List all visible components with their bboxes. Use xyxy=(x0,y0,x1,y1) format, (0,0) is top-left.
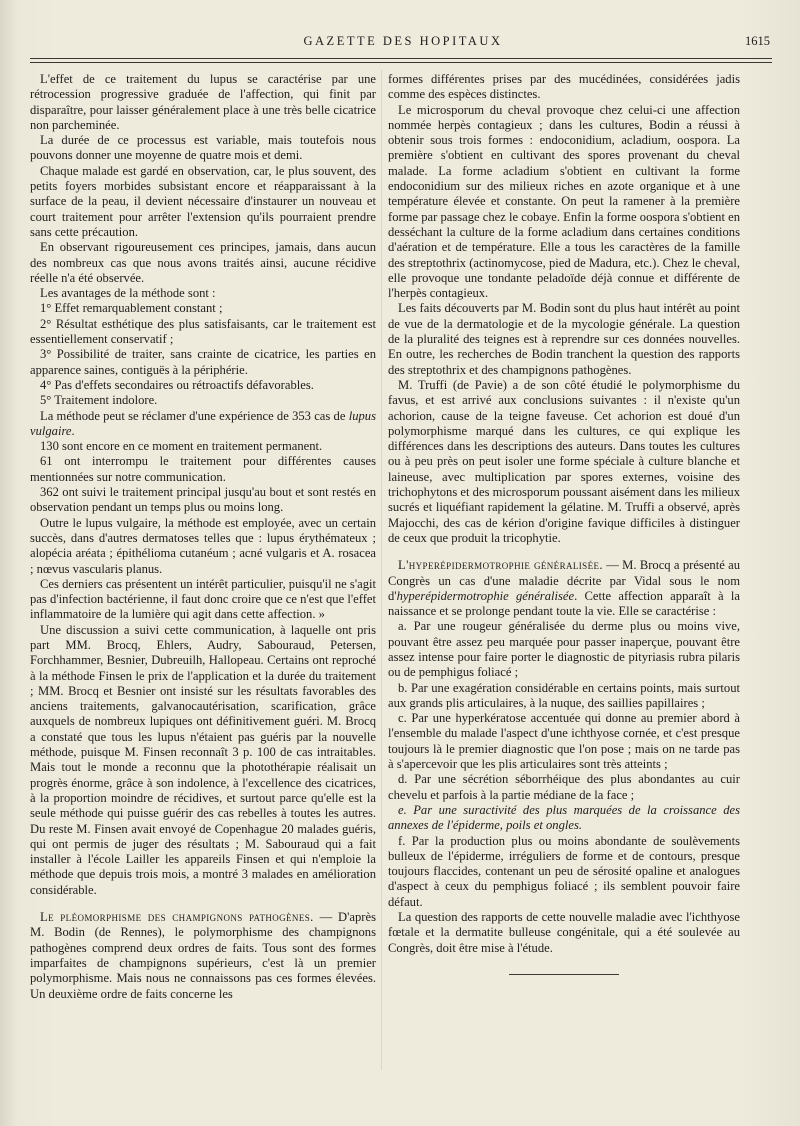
left-column xyxy=(30,72,376,1002)
text-run: . xyxy=(71,423,75,438)
page-header xyxy=(36,34,770,56)
list-item: 3° Possibilité de traiter, sans crainte de cicatrice, les parties en apparence saines, contiguës à la périphérie. xyxy=(30,347,376,377)
section-paragraph xyxy=(30,910,376,1002)
column-divider xyxy=(381,70,382,1070)
text-run: — M. Brocq a présenté au Congrès un cas d'une maladie décrite par Vidal sous le nom d' xyxy=(388,558,740,603)
paragraph: L'effet de ce traitement du lupus se caractérise par une rétrocession progressive graduée de l'affection, qui finit par disparaître, pour laisser généralement place à une très belle cicatrice non parcheminée. xyxy=(30,72,376,132)
paragraph: Le microsporum du cheval provoque chez celui-ci une affection nommée herpès contagieux ; dans les cultures, Bodin a réussi à obtenir sous trois formes : endoconidium, acladium, oospora. La première s'obtient en cultivant des spores provenant du cheval malade. La forme acladium s'obtient en cultivant la forme endoconidium sur des milieux riches en azote organique et à une température élevée et constante. On peut la ramener à la première forme par passage chez le cobaye. Enfin la forme oospora s'obtient en desséchant la culture de la forme acladium dans certaines conditions d'aération et de température. Elle a tous les caractères de la famille des streptothrix (actinomycose, pied de Madura, etc.). Chez le cheval, elle provoque une tondante peladoïde déjà connue et différente de l'herpès contagieux. xyxy=(388,102,740,301)
paragraph: Outre le lupus vulgaire, la méthode est employée, avec un certain succès, dans d'autres dermatoses telles que : lupus érythémateux ; alopécia aréata ; épithélioma cutanéum ; acné vulgaris et A. rosacea ; nœvus vascularis planus. xyxy=(30,515,376,576)
paragraph: Ces derniers cas présentent un intérêt particulier, puisqu'il ne s'agit pas d'infection bactérienne, il faut donc croire que ce n'est que l'effet inflammatoire de la lumière qui agit dans cette affection. » xyxy=(30,576,376,622)
section-gap xyxy=(388,546,740,558)
paragraph: La question des rapports de cette nouvelle maladie avec l'ichthyose fœtale et la dermatite bulleuse congénitale, qui a été soulevée au Congrès, doit être mise à l'étude. xyxy=(388,910,740,955)
paragraph: Une discussion a suivi cette communication, à laquelle ont pris part MM. Brocq, Ehlers, Audry, Sabouraud, Petersen, Forchhammer, Besnier, Dubreuilh, Hallopeau. Certains ont reproché à la méthode Finsen le prix de l'application et la durée du traitement ; MM. Brocq et Besnier ont insisté sur les résultats favorables des anciens traitements, galvanocautérisation, scarification, grâce auxquels de nombreux lupiques ont définitivement guéri. M. Brocq a constaté que tous les lupus n'étaient pas guéris par la nouvelle méthode, puisque M. Finsen reconnaît 3 p. 100 de cas intraitables. Mais tout le monde a reconnu que la photothérapie réalisait un progrès énorme, grâce à son indolence, à l'excellence des cicatrices, à la proportion moindre de récidives, et surtout parce qu'elle est la seule méthode qui puisse guérir des cas rebelles à toutes les autres. Du reste M. Finsen avait envoyé de Copenhague 20 malades guéris, qui ont permis de juger des résultats ; M. Sabouraud qui a fait installer à l'école Lailler les appareils Finsen et qui n'emploie la méthode que depuis trois mois, a montré 3 malades en amélioration considérable. xyxy=(30,622,376,897)
paragraph xyxy=(30,409,376,440)
list-item: 4° Pas d'effets secondaires ou rétroactifs défavorables. xyxy=(40,377,314,392)
list-item: f. Par la production plus ou moins abondante de soulèvements bulleux de l'épiderme, irréguliers de forme et de contours, presque toujours flaccides, contenant un peu de sérosité opaline et analogues d'aspect à ceux du pemphigus foliacé ; ils semblent pouvoir faire défaut. xyxy=(388,833,740,909)
section-title: Le pléomorphisme des champignons pathogènes. xyxy=(40,910,314,925)
text-run: — D'après M. Bodin (de Rennes), le polymorphisme des champignons pathogènes comprend deux ordres de faits. Tous sont des formes imparfaites de champignons supérieurs, c'est là un premier polymorphisme. Mais nous ne connaissons pas ces formes élevées. Un deuxième ordre de faits concerne les xyxy=(30,910,376,1001)
header-rule xyxy=(30,58,772,59)
paragraph: Chaque malade est gardé en observation, car, le plus souvent, des petits foyers morbides subsistant encore et réapparaissant à la surface de la peau, il devient nécessaire d'instaurer un nouveau et court traitement pour arrêter l'extension qu'ils pourraient prendre sans cette précaution. xyxy=(30,163,376,239)
header-rule-thin xyxy=(30,62,772,63)
paragraph: Les faits découverts par M. Bodin sont du plus haut intérêt au point de vue de la dermatologie et de la mycologie générale. La question de la pluralité des teignes est à reprendre sur ces données nouvelles. En outre, les recherches de Bodin tranchent la question des rapports des streptothrix et des champignons pathogènes. xyxy=(388,301,740,377)
italic-term: lupus vulgaire xyxy=(30,408,376,438)
paragraph: formes différentes prises par des mucédinées, considérées jadis comme des espèces distinctes. xyxy=(388,72,740,102)
list-item: 2° Résultat esthétique des plus satisfaisants, car le traitement est essentiellement conservatif ; xyxy=(30,316,376,347)
list-item: a. Par une rougeur généralisée du derme plus ou moins vive, pouvant être assez peu marquée pour passer inaperçue, pouvant être assez intense pour faire porter le diagnostic de pityriasis rubra pilaris ou de pemphigus foliacé ; xyxy=(388,619,740,680)
list-item: 1° Effet remarquablement constant ; xyxy=(40,301,223,316)
paragraph: Les avantages de la méthode sont : xyxy=(40,286,216,301)
text-run: La méthode peut se réclamer d'une expérience de 353 cas de xyxy=(40,408,349,423)
end-divider xyxy=(509,974,619,975)
paragraph: 362 ont suivi le traitement principal jusqu'au bout et sont restés en observation pendant un temps plus ou moins long. xyxy=(30,485,376,515)
list-item: d. Par une sécrétion séborrhéique des plus abondantes au cuir chevelu et parfois à la partie médiane de la face ; xyxy=(388,772,740,802)
list-item: c. Par une hyperkératose accentuée qui donne au premier abord à l'ensemble du malade l'aspect d'une ichthyose cornée, et c'est presque toujours là le premier diagnostic que l'on pose ; mais on ne tarde pas à s'apercevoir que les plis articulaires sont très atteints ; xyxy=(388,711,740,772)
section-gap xyxy=(30,898,376,910)
list-item: e. Par une suractivité des plus marquées de la croissance des annexes de l'épiderme, poils et ongles. xyxy=(388,802,740,833)
running-head: GAZETTE DES HOPITAUX xyxy=(303,34,503,48)
paragraph: M. Truffi (de Pavie) a de son côté étudié le polymorphisme du favus, et est arrivé aux conclusions suivantes : il n'existe qu'un achorion, cause de la teigne faveuse. Cet achorion est doué d'un polymorphisme marqué dans les cultures, ce qui explique les différences dans les descriptions des auteurs. Dans toutes les cultures ou à peu près on peut isoler une forme spéciale à culture blanche et laineuse, avec multiplication par spores externes, voisine des trichophytons et des microsporum poussant aisément dans les milieux sucrés et liquéfiant rapidement la gélatine. M. Truffi a observé, après Majocchi, des cas de kérion d'origine favique difficiles à distinguer de ceux que produit la tricophytie. xyxy=(388,377,740,545)
page-number: 1615 xyxy=(745,34,770,48)
paragraph: La durée de ce processus est variable, mais toutefois nous pouvons donner une moyenne de quatre mois et demi. xyxy=(30,133,376,163)
section-title: L'hyperépidermotrophie généralisée. xyxy=(398,558,603,573)
list-item: 5° Traitement indolore. xyxy=(40,393,158,408)
paragraph: En observant rigoureusement ces principes, jamais, dans aucun des nombreux cas que nous avons traités ainsi, aucune récidive réelle n'a été observée. xyxy=(30,240,376,285)
paragraph: 130 sont encore en ce moment en traitement permanent. xyxy=(40,439,323,454)
text-run: . Cette affection apparaît à la naissance et se prolonge pendant toute la vie. Elle se caractérise : xyxy=(388,588,740,619)
italic-term: hyperépidermotrophie généralisée xyxy=(396,588,575,603)
list-item: b. Par une exagération considérable en certains points, mais surtout aux grands plis articulaires, à la nuque, des saillies papillaires ; xyxy=(388,680,740,710)
right-column xyxy=(388,72,740,975)
section-paragraph xyxy=(388,558,740,619)
paragraph: 61 ont interrompu le traitement pour différentes causes mentionnées sur notre communication. xyxy=(30,454,376,484)
